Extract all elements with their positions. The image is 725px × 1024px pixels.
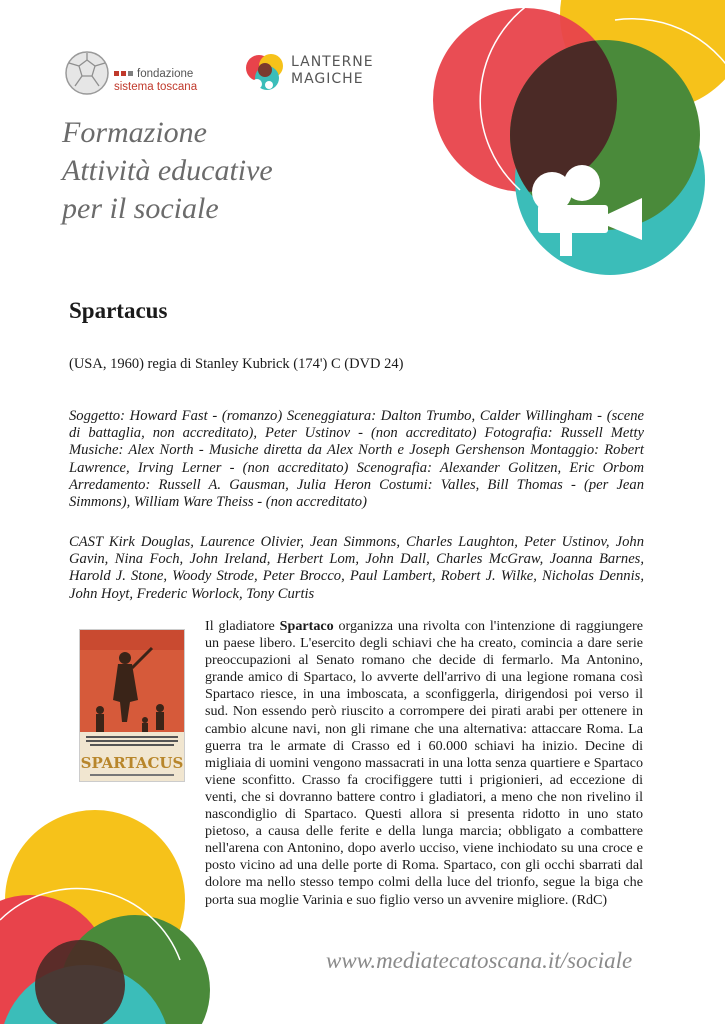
lanterne-circles-icon xyxy=(243,52,289,94)
footer-website-link[interactable]: www.mediatecatoscana.it/sociale xyxy=(326,948,633,973)
lanterne-line1: LANTERNE xyxy=(291,54,374,70)
lanterne-magiche-text xyxy=(291,54,374,88)
fondazione-line1: fondazione xyxy=(137,68,194,80)
fondazione-name xyxy=(114,68,197,94)
heading-line-3: per il sociale xyxy=(62,192,219,225)
globe-logo-icon xyxy=(64,50,110,96)
film-credits: Soggetto: Howard Fast - (romanzo) Sceneggiatura: Dalton Trumbo, Calder Willingham - (scene di battaglia, non accreditato), Peter Ustinov - (non accreditato) Fotografia: Russell Metty Musiche: Alex North - Musiche diretta da Alex North e Joseph Gershenson Montaggio: Robert Lawrence, Irving Lerner - (non accreditato) Scenografia: Alexander Golitzen, Eric Orbom Arredamento: Russell A. Gausman, Julia Heron Costumi: Valles, Bill Thomas - (per Jean Simmons), William Ware Theiss - (non accreditato) xyxy=(69,408,644,511)
decorative-circles-top xyxy=(420,0,725,280)
synopsis-protagonist: Spartaco xyxy=(279,618,334,634)
film-info: (USA, 1960) regia di Stanley Kubrick (174') C (DVD 24) xyxy=(69,356,404,372)
section-heading xyxy=(62,114,382,228)
lanterne-line2: MAGICHE xyxy=(291,71,364,87)
heading-line-1: Formazione xyxy=(62,116,207,149)
lanterne-magiche-logo xyxy=(243,52,373,98)
film-title: Spartacus xyxy=(69,298,168,323)
fondazione-sistema-toscana-logo xyxy=(64,48,214,98)
synopsis-body: organizza una rivolta con l'intenzione di raggiungere un paese libero. L'esercito degli schiavi che ha creato, comincia a dare serie preoccupazioni al Senato romano che decide di fermarlo. Ma Antonino, grande amico di Spartaco, lo avverte dell'arrivo di una legione romana così Spartaco riesce, in una imboscata, a sconfiggerla, dirigendosi poi verso il sud. Non essendo però riuscito a corrompere dei pirati arabi per ottenere in cambio alcune navi, non gli rimane che una alternativa: attaccare Roma. La guerra tra le armate di Crasso ed i 60.000 schiavi ha inizio. Decine di migliaia di uomini vengono massacrati in una lotta senza quartiere e Spartaco viene sconfitto. Crasso fa crocifiggere tutti i prigionieri, ad eccezione di venti, che si dovranno battere contro i gladiatori, a meno che non rivelino il nascondiglio di Spartaco. Questi allora si presenta ridotto in uno stato pietoso, a causa delle ferite e della lunga marcia; obbligato a combattere nell'arena con Antonino, dopo averlo ucciso, viene inchiodato su una croce e posto vicino ad una delle porte di Roma. Spartaco, con gli occhi sbarrati dal dolore ma nello stesso tempo colmi della luce del trionfo, segue la biga che porta sua moglie Varinia e suo figlio verso un avvenire migliore. (RdC) xyxy=(205,618,643,908)
synopsis-lead: Il gladiatore xyxy=(205,618,280,634)
film-synopsis xyxy=(205,618,643,909)
decorative-circles-bottom xyxy=(0,800,230,1024)
poster-image xyxy=(80,630,184,781)
film-cast: CAST Kirk Douglas, Laurence Olivier, Jean Simmons, Charles Laughton, Peter Ustinov, John Gavin, Nina Foch, John Ireland, Herbert Lom, John Dall, Charles McGraw, Joanna Barnes, Harold J. Stone, Woody Strode, Peter Brocco, Paul Lambert, Robert J. Wilke, Nicholas Dennis, John Hoyt, Frederic Worlock, Tony Curtis xyxy=(69,534,644,602)
fondazione-line2: sistema toscana xyxy=(114,81,198,93)
heading-line-2: Attività educative xyxy=(62,154,273,187)
film-poster xyxy=(79,629,185,782)
poster-title-text: SPARTACUS xyxy=(80,754,184,772)
